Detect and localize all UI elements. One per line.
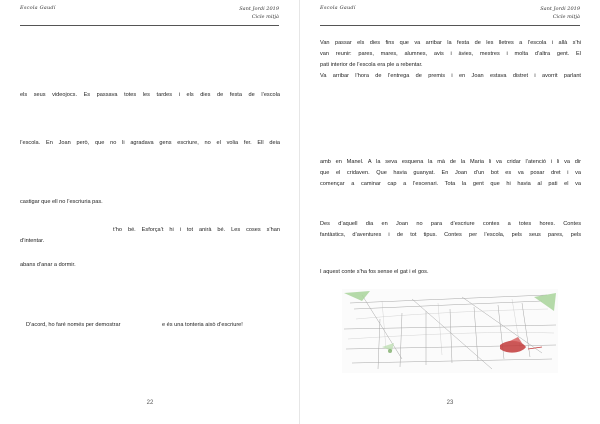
text-line: Van passar els dies fins que va arribar la festa de les lletres a l’escola i allà s’hi [320, 40, 581, 46]
child-drawing-image [342, 289, 558, 373]
school-name: Escola Gaudí [20, 5, 56, 11]
cycle-name: Cicle mitjà [552, 14, 580, 20]
text-line: castigar que ell no l’escriuria pas. [20, 199, 103, 205]
text-line: D’acord, ho faré només per demostrar [26, 322, 121, 328]
page-header [320, 3, 580, 26]
text-line: t’ho bé. Esforça’t hi i tot anirà bé. Les coses s’han [113, 227, 280, 233]
text-line: e és una tonteria això d’escriure! [162, 322, 243, 328]
text-line: amb en Manel. A la seva esquena la mà de la Maria li va cridar l’atenció i li va dir [320, 159, 581, 165]
text-line: Des d’aquell dia en Joan no para d’escriure contes a totes hores. Contes [320, 221, 581, 227]
school-name: Escola Gaudí [320, 5, 356, 11]
text-line: que el cridaven. Que havia guanyat. En Joan d’un bot es va posar dret i va [320, 170, 581, 176]
cycle-name: Cicle mitjà [251, 14, 279, 20]
page-header [20, 3, 279, 26]
text-line: pati interior de l’escola era ple a rebentar. [320, 62, 423, 68]
text-line: començar a caminar cap a l’escenari. Tota la gent que hi havia al pati el va [320, 181, 581, 187]
text-line: els seus videojocs. Es passava totes les tardes i els dies de festa de l’escola [20, 92, 280, 98]
page-number: 22 [146, 400, 154, 406]
text-line: Va arribar l’hora de l’entrega de premis i en Joan estava distret i avorrit parlant [320, 73, 581, 79]
header-right [239, 5, 279, 21]
text-line: van reunir: pares, mares, alumnes, avis i àvies, mestres i molta d’altra gent. El [320, 51, 581, 57]
text-line: d’intentar. [20, 238, 45, 244]
text-line: abans d’anar a dormir. [20, 262, 76, 268]
event-name: Sant Jordi 2019 [239, 6, 279, 12]
right-page [300, 0, 600, 424]
text-line: l’escola. En Joan però, que no li agradava gens escriure, no el volia fer. Ell deia [20, 140, 280, 146]
text-line: I aquest conte s’ha fos sense el gat i el gos. [320, 269, 429, 275]
page-number: 23 [446, 400, 454, 406]
header-right [540, 5, 580, 21]
event-name: Sant Jordi 2019 [540, 6, 580, 12]
text-line: fantàstics, d’aventures i de tot tipus. Contes per l’escola, pels seus pares, pels [320, 232, 581, 238]
